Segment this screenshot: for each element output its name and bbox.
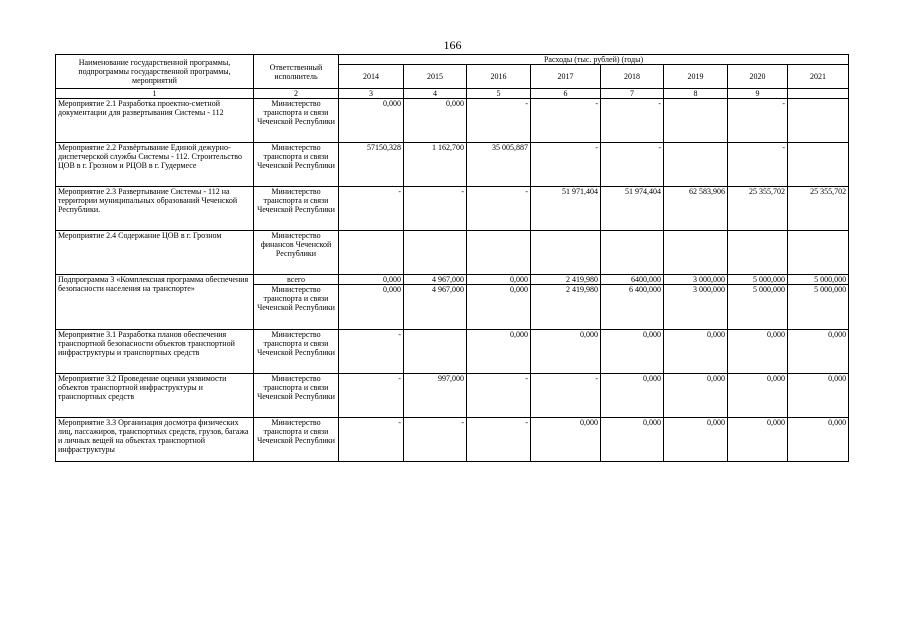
value-cell: 0,000 [728, 330, 788, 374]
value-cell [664, 231, 728, 275]
total-label: всего [254, 275, 339, 285]
column-number: 8 [664, 89, 728, 99]
executor-cell: Министерство транспорта и связи Чеченской Республики [254, 374, 339, 418]
header-executor-cell: Ответственный исполнитель [254, 55, 339, 89]
value-cell: 0,000 [467, 285, 531, 330]
value-cell: 1 162,700 [404, 143, 467, 187]
value-cell: 2 419,980 [531, 285, 601, 330]
value-cell: 3 000,000 [664, 285, 728, 330]
executor-cell: Министерство транспорта и связи Чеченской Республики [254, 99, 339, 143]
value-cell: - [339, 330, 404, 374]
value-cell: - [467, 99, 531, 143]
value-cell [728, 231, 788, 275]
value-cell: - [404, 418, 467, 462]
value-cell: 0,000 [788, 418, 849, 462]
table-row [56, 143, 849, 187]
value-cell [404, 330, 467, 374]
value-cell [664, 143, 728, 187]
value-cell: 0,000 [339, 275, 404, 285]
table-row [56, 99, 849, 143]
measure-name: Мероприятие 2.2 Развёртывание Единой дежурно-диспетчерской службы Системы - 112. Строительство ЦОВ в г. Грозном и РЦОВ в г. Гудермесе [56, 143, 254, 187]
value-cell: 0,000 [531, 330, 601, 374]
value-cell: 6 400,000 [601, 285, 664, 330]
executor-cell: Министерство финансов Чеченской Республики [254, 231, 339, 275]
value-cell: 0,000 [664, 330, 728, 374]
value-cell: 51 971,404 [531, 187, 601, 231]
value-cell: 6400,000 [601, 275, 664, 285]
value-cell: 35 005,887 [467, 143, 531, 187]
value-cell: 5 000,000 [788, 285, 849, 330]
year-2015: 2015 [404, 65, 467, 89]
value-cell: - [467, 374, 531, 418]
value-cell: 0,000 [728, 418, 788, 462]
value-cell: 0,000 [664, 374, 728, 418]
column-number [788, 89, 849, 99]
value-cell: 5 000,000 [728, 275, 788, 285]
value-cell: - [467, 418, 531, 462]
executor-cell: Министерство транспорта и связи Чеченской Республики [254, 285, 339, 330]
column-number: 9 [728, 89, 788, 99]
value-cell [788, 99, 849, 143]
value-cell: 0,000 [788, 374, 849, 418]
subprogram-name: Подпрограмма 3 «Комплексная программа обеспечения безопасности населения на транспорте» [56, 275, 254, 330]
table-row [56, 231, 849, 275]
value-cell: 0,000 [339, 285, 404, 330]
year-2014: 2014 [339, 65, 404, 89]
measure-name: Мероприятие 2.3 Развертывание Системы - 112 на территории муниципальных образований Чеченской Республики. [56, 187, 254, 231]
column-number: 3 [339, 89, 404, 99]
value-cell: 5 000,000 [788, 275, 849, 285]
value-cell [601, 231, 664, 275]
table-row [56, 418, 849, 462]
value-cell: 0,000 [788, 330, 849, 374]
value-cell [788, 231, 849, 275]
value-cell: 5 000,000 [728, 285, 788, 330]
value-cell [404, 231, 467, 275]
column-number: 1 [56, 89, 254, 99]
value-cell: 0,000 [601, 418, 664, 462]
measure-name: Мероприятие 2.1 Разработка проектно-сметной документации для развертывания Системы - 112 [56, 99, 254, 143]
value-cell: - [531, 374, 601, 418]
header-name-cell: Наименование государственной программы, подпрограммы государственной программы, мероприятий [56, 55, 254, 89]
value-cell: 2 419,980 [531, 275, 601, 285]
header-row-1 [56, 55, 849, 65]
value-cell: 57150,328 [339, 143, 404, 187]
column-number: 6 [531, 89, 601, 99]
value-cell: 4 967,000 [404, 275, 467, 285]
value-cell: - [404, 187, 467, 231]
year-2020: 2020 [728, 65, 788, 89]
value-cell: - [601, 143, 664, 187]
measure-name: Мероприятие 3.2 Проведение оценки уязвимости объектов транспортной инфраструктуры и транспортных средств [56, 374, 254, 418]
subprogram-total-row [56, 275, 849, 285]
table-row [56, 374, 849, 418]
value-cell [788, 143, 849, 187]
executor-cell: Министерство транспорта и связи Чеченской Республики [254, 187, 339, 231]
value-cell: - [531, 99, 601, 143]
value-cell: 0,000 [664, 418, 728, 462]
column-number: 4 [404, 89, 467, 99]
value-cell: 997,000 [404, 374, 467, 418]
column-number: 2 [254, 89, 339, 99]
value-cell: - [728, 99, 788, 143]
table-row [56, 330, 849, 374]
executor-cell: Министерство транспорта и связи Чеченской Республики [254, 143, 339, 187]
value-cell: - [339, 374, 404, 418]
year-2018: 2018 [601, 65, 664, 89]
value-cell: 3 000,000 [664, 275, 728, 285]
year-2016: 2016 [467, 65, 531, 89]
page-number: 166 [443, 38, 462, 52]
value-cell: 51 974,404 [601, 187, 664, 231]
value-cell: - [467, 187, 531, 231]
year-2017: 2017 [531, 65, 601, 89]
column-number: 5 [467, 89, 531, 99]
column-number: 7 [601, 89, 664, 99]
value-cell: 0,000 [601, 374, 664, 418]
value-cell: 25 355,702 [788, 187, 849, 231]
value-cell: 0,000 [467, 275, 531, 285]
executor-cell: Министерство транспорта и связи Чеченской Республики [254, 330, 339, 374]
value-cell: 4 967,000 [404, 285, 467, 330]
budget-table [55, 54, 849, 462]
value-cell: 0,000 [531, 418, 601, 462]
year-2019: 2019 [664, 65, 728, 89]
value-cell [664, 99, 728, 143]
measure-name: Мероприятие 3.1 Разработка планов обеспечения транспортной безопасности объектов транспортной инфраструктуры и транспортных средств [56, 330, 254, 374]
header-expenses-cell: Расходы (тыс. рублей) (годы) [339, 55, 849, 65]
value-cell: 25 355,702 [728, 187, 788, 231]
executor-cell: Министерство транспорта и связи Чеченской Республики [254, 418, 339, 462]
value-cell: - [339, 187, 404, 231]
value-cell: 0,000 [404, 99, 467, 143]
table-row [56, 187, 849, 231]
measure-name: Мероприятие 2.4 Содержание ЦОВ в г. Грозном [56, 231, 254, 275]
value-cell: - [601, 99, 664, 143]
column-number-row [56, 89, 849, 99]
value-cell: - [728, 143, 788, 187]
value-cell: 62 583,906 [664, 187, 728, 231]
value-cell: - [339, 418, 404, 462]
value-cell [339, 231, 404, 275]
value-cell: 0,000 [728, 374, 788, 418]
value-cell [467, 231, 531, 275]
value-cell [531, 231, 601, 275]
value-cell: 0,000 [601, 330, 664, 374]
value-cell: - [531, 143, 601, 187]
year-2021: 2021 [788, 65, 849, 89]
value-cell: 0,000 [339, 99, 404, 143]
measure-name: Мероприятие 3.3 Организация досмотра физических лиц, пассажиров, транспортных средств, грузов, багажа и личных вещей на объектах транспортной инфраструктуры [56, 418, 254, 462]
value-cell: 0,000 [467, 330, 531, 374]
